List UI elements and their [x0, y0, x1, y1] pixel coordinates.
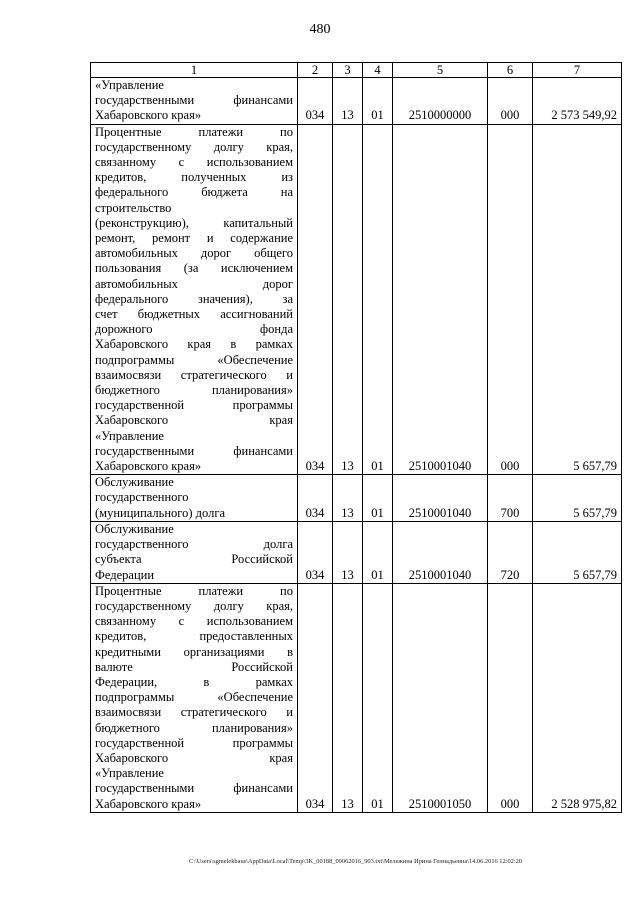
- table-row: [91, 583, 622, 812]
- ministry-code-cell: 034: [298, 475, 333, 522]
- table-row: [91, 124, 622, 475]
- description-line: государственной программы: [95, 735, 293, 750]
- description-line: субъекта Российской: [95, 552, 293, 567]
- description-line: «Управление: [95, 428, 164, 443]
- description-line: автомобильных дорог: [95, 276, 293, 291]
- description-line: связанному с использованием: [95, 155, 293, 170]
- file-path-footer: C:\Users\sgmelekhaus\AppData\Local\Temp\3K_00188_09062016_903.txt\Мележина Ирина Геннадьевна\14.06.2016 12:02:20: [188, 858, 523, 865]
- section-code-cell: 13: [333, 583, 363, 812]
- description-line: бюджетного планирования»: [95, 720, 293, 735]
- description-line: государственной программы: [95, 398, 293, 413]
- table-row: [91, 521, 622, 583]
- amount-cell: 5 657,79: [533, 124, 622, 475]
- section-code-cell: 13: [333, 78, 363, 125]
- description-line: (муниципального) долга: [95, 505, 226, 520]
- description-line: валюте Российской: [95, 659, 293, 674]
- description-line: федерального бюджета на: [95, 185, 293, 200]
- description-line: государственному долгу края,: [95, 139, 293, 154]
- description-line: пользования (за исключением: [95, 261, 293, 276]
- description-line: Хабаровского края в рамках: [95, 337, 293, 352]
- description-line: государственными финансами: [95, 443, 293, 458]
- subsection-code-cell: 01: [363, 475, 393, 522]
- description-line: «Управление: [95, 766, 164, 781]
- column-header: 5: [393, 63, 488, 78]
- description-line: бюджетного планирования»: [95, 383, 293, 398]
- description-line: государственными финансами: [95, 93, 293, 108]
- ministry-code-cell: 034: [298, 521, 333, 583]
- description-line: Хабаровского края: [95, 413, 293, 428]
- subsection-code-cell: 01: [363, 583, 393, 812]
- description-line: строительство: [95, 200, 172, 215]
- section-code-cell: 13: [333, 124, 363, 475]
- amount-cell: 2 528 975,82: [533, 583, 622, 812]
- target-article-cell: 2510001040: [393, 475, 488, 522]
- expense-type-cell: 000: [488, 124, 533, 475]
- description-line: взаимосвязи стратегического и: [95, 367, 293, 382]
- description-line: Федерации, в рамках: [95, 674, 293, 689]
- description-line: кредитов, полученных из: [95, 170, 293, 185]
- description-line: государственного: [95, 490, 189, 505]
- description-line: государственному долгу края,: [95, 598, 293, 613]
- budget-table: [90, 62, 622, 813]
- table-row: [91, 475, 622, 522]
- column-header: 6: [488, 63, 533, 78]
- ministry-code-cell: 034: [298, 78, 333, 125]
- column-header: 2: [298, 63, 333, 78]
- description-line: Хабаровского края»: [95, 108, 202, 123]
- expense-type-cell: 720: [488, 521, 533, 583]
- description-line: федерального значения), за: [95, 291, 293, 306]
- target-article-cell: 2510001050: [393, 583, 488, 812]
- amount-cell: 2 573 549,92: [533, 78, 622, 125]
- description-line: Хабаровского края»: [95, 796, 202, 811]
- expense-type-cell: 000: [488, 583, 533, 812]
- column-header: 4: [363, 63, 393, 78]
- description-line: подпрограммы «Обеспечение: [95, 690, 293, 705]
- description-line: Хабаровского края: [95, 750, 293, 765]
- row-description: [91, 124, 298, 475]
- column-header: 7: [533, 63, 622, 78]
- ministry-code-cell: 034: [298, 583, 333, 812]
- page-number: 480: [309, 22, 331, 37]
- description-line: Федерации: [95, 567, 155, 582]
- description-line: автомобильных дорог общего: [95, 246, 293, 261]
- description-line: взаимосвязи стратегического и: [95, 705, 293, 720]
- description-line: связанному с использованием: [95, 614, 293, 629]
- description-line: подпрограммы «Обеспечение: [95, 352, 293, 367]
- description-line: Процентные платежи по: [95, 583, 293, 598]
- table-header-row: [91, 63, 622, 78]
- description-line: Процентные платежи по: [95, 124, 293, 139]
- row-description: [91, 583, 298, 812]
- description-line: Обслуживание: [95, 475, 174, 490]
- table-row: [91, 78, 622, 125]
- amount-cell: 5 657,79: [533, 475, 622, 522]
- target-article-cell: 2510000000: [393, 78, 488, 125]
- row-description: [91, 78, 298, 125]
- description-line: государственными финансами: [95, 781, 293, 796]
- section-code-cell: 13: [333, 475, 363, 522]
- column-header: 3: [333, 63, 363, 78]
- description-line: дорожного фонда: [95, 322, 293, 337]
- description-line: кредитов, предоставленных: [95, 629, 293, 644]
- target-article-cell: 2510001040: [393, 521, 488, 583]
- description-line: Обслуживание: [95, 521, 174, 536]
- target-article-cell: 2510001040: [393, 124, 488, 475]
- subsection-code-cell: 01: [363, 78, 393, 125]
- description-line: «Управление: [95, 78, 164, 92]
- description-line: (реконструкцию), капитальный: [95, 215, 293, 230]
- ministry-code-cell: 034: [298, 124, 333, 475]
- subsection-code-cell: 01: [363, 124, 393, 475]
- expense-type-cell: 000: [488, 78, 533, 125]
- subsection-code-cell: 01: [363, 521, 393, 583]
- column-header: 1: [91, 63, 298, 78]
- expense-type-cell: 700: [488, 475, 533, 522]
- description-line: государственного долга: [95, 537, 293, 552]
- description-line: счет бюджетных ассигнований: [95, 307, 293, 322]
- amount-cell: 5 657,79: [533, 521, 622, 583]
- row-description: [91, 475, 298, 522]
- description-line: ремонт, ремонт и содержание: [95, 231, 293, 246]
- row-description: [91, 521, 298, 583]
- description-line: Хабаровского края»: [95, 459, 202, 474]
- section-code-cell: 13: [333, 521, 363, 583]
- description-line: кредитными организациями в: [95, 644, 293, 659]
